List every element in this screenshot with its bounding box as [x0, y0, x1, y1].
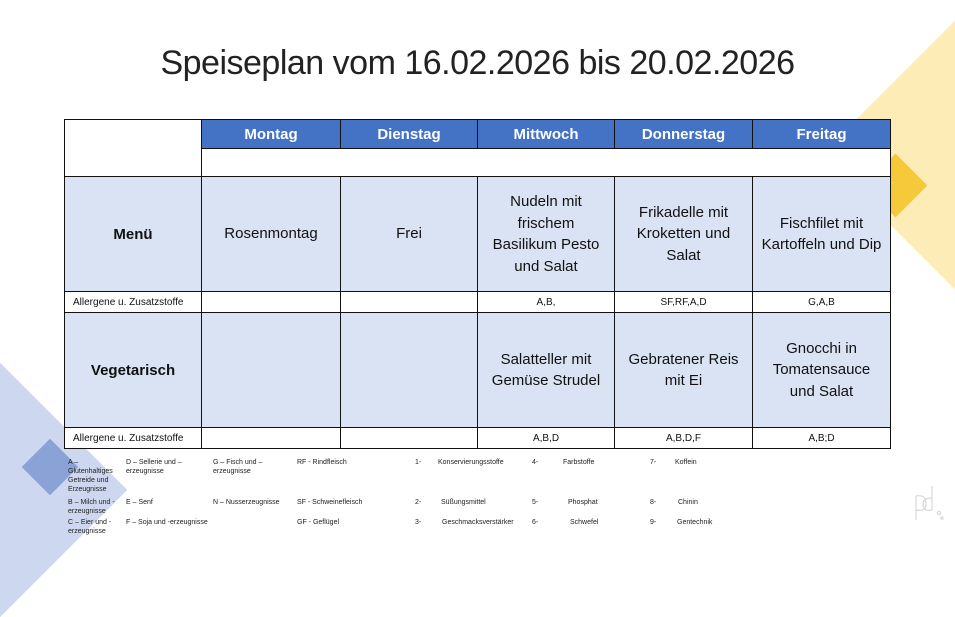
legend-num-1: 1-	[415, 459, 422, 466]
veg-thursday: Gebratener Reis mit Ei	[615, 313, 753, 428]
allergen-label-vegetarian: Allergene u. Zusatzstoffe	[65, 428, 202, 449]
legend-b: B – Milch und -erzeugnisse	[68, 499, 115, 515]
row-label-vegetarian: Vegetarisch	[65, 313, 202, 428]
legend-num-6: 6-	[532, 519, 539, 526]
legend-text-5: Phosphat	[568, 499, 598, 506]
legend-text-3: Geschmacksverstärker	[442, 519, 514, 526]
veg-monday	[202, 313, 341, 428]
legend-num-5: 5-	[532, 499, 539, 506]
day-header-monday: Montag	[202, 120, 341, 149]
allergen-veg-tuesday	[341, 428, 478, 449]
allergen-menu-friday: G,A,B	[753, 292, 891, 313]
day-header-wednesday: Mittwoch	[478, 120, 615, 149]
veg-wednesday: Salatteller mit Gemüse Strudel	[478, 313, 615, 428]
allergen-label-menu: Allergene u. Zusatzstoffe	[65, 292, 202, 313]
legend-num-8: 8-	[650, 499, 657, 506]
legend-g: G – Fisch und –erzeugnisse	[213, 459, 263, 475]
legend-num-3: 3-	[415, 519, 422, 526]
menu-friday: Fischfilet mit Kartoffeln und Dip	[753, 177, 891, 292]
legend-gf: GF - Geflügel	[297, 519, 340, 526]
table-corner	[65, 120, 202, 177]
legend-c: C – Eier und -erzeugnisse	[68, 519, 112, 535]
legend-e: E – Senf	[126, 499, 153, 506]
legend-num-2: 2-	[415, 499, 422, 506]
day-header-tuesday: Dienstag	[341, 120, 478, 149]
allergen-menu-tuesday	[341, 292, 478, 313]
page-title: Speiseplan vom 16.02.2026 bis 20.02.2026	[160, 44, 795, 82]
legend-f: F – Soja und -erzeugnisse	[126, 519, 208, 526]
allergen-menu-thursday: SF,RF,A,D	[615, 292, 753, 313]
allergen-veg-thursday: A,B,D,F	[615, 428, 753, 449]
legend-num-9: 9-	[650, 519, 657, 526]
legend-n: N – Nusserzeugnisse	[213, 499, 280, 506]
legend-text-8: Chinin	[678, 499, 698, 506]
row-label-menu: Menü	[65, 177, 202, 292]
legend-num-7: 7-	[650, 459, 657, 466]
day-header-friday: Freitag	[753, 120, 891, 149]
veg-tuesday	[341, 313, 478, 428]
allergen-veg-monday	[202, 428, 341, 449]
menu-monday: Rosenmontag	[202, 177, 341, 292]
legend-a: A – Glutenhaltiges Getreide und Erzeugnisse	[68, 459, 113, 493]
legend-d: D – Sellerie und –erzeugnisse	[126, 459, 182, 475]
allergen-menu-wednesday: A,B,	[478, 292, 615, 313]
menu-thursday: Frikadelle mit Kroketten und Salat	[615, 177, 753, 292]
veg-friday: Gnocchi in Tomatensauce und Salat	[753, 313, 891, 428]
legend-text-1: Konservierungsstoffe	[438, 459, 504, 466]
legend-rf: RF - Rindfleisch	[297, 459, 347, 466]
allergen-veg-friday: A,B;D	[753, 428, 891, 449]
menu-tuesday: Frei	[341, 177, 478, 292]
legend-sf: SF - Schweinefleisch	[297, 499, 363, 506]
allergen-menu-monday	[202, 292, 341, 313]
header-spacer-row	[202, 149, 891, 177]
legend-text-2: Süßungsmittel	[441, 499, 486, 506]
allergen-veg-wednesday: A,B,D	[478, 428, 615, 449]
legend-text-6: Schwefel	[570, 519, 599, 526]
legend-text-9: Gentechnik	[677, 519, 713, 526]
meal-plan-table	[64, 119, 891, 449]
brand-logo-icon	[912, 480, 946, 524]
day-header-thursday: Donnerstag	[615, 120, 753, 149]
legend-num-4: 4-	[532, 459, 539, 466]
menu-wednesday: Nudeln mit frischem Basilikum Pesto und Salat	[478, 177, 615, 292]
legend-text-4: Farbstoffe	[563, 459, 595, 466]
legend-text-7: Koffein	[675, 459, 697, 466]
